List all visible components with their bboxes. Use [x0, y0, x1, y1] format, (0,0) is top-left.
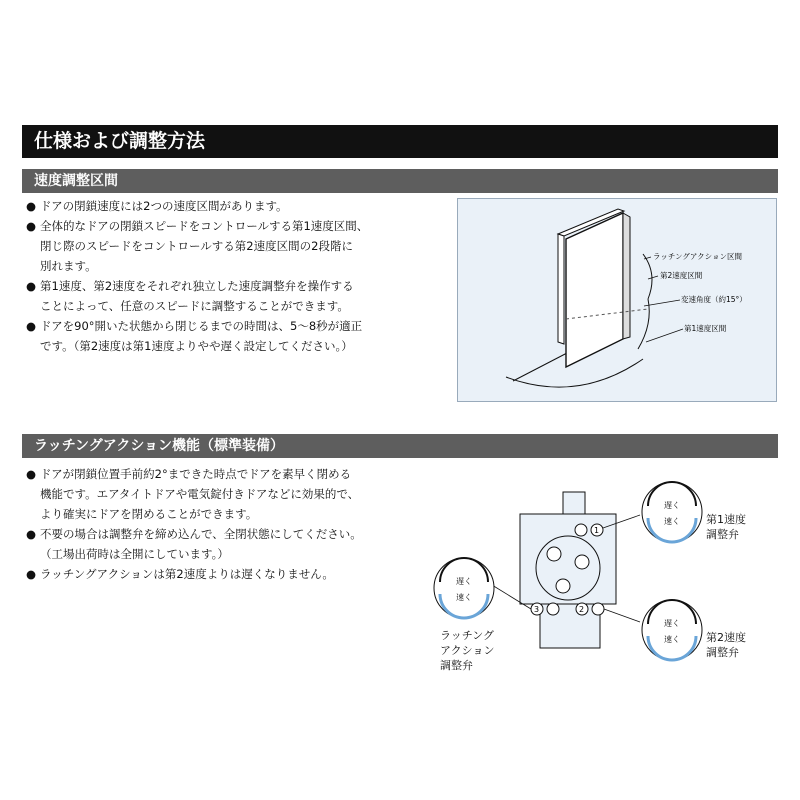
bullet-text: ドアが閉鎖位置手前約2°まできた時点でドアを素早く閉める 機能です。エアタイトドアや電気錠付きドアなどに効果的で、 より確実にドアを閉めることができます。: [40, 467, 360, 521]
bullet-text: ラッチングアクションは第2速度よりは遅くなりません。: [40, 567, 334, 581]
label-latching-zone: ラッチングアクション区間: [653, 252, 742, 261]
valve-1-number: 1: [594, 526, 600, 535]
label-speed1-zone: 第1速度区間: [684, 324, 727, 333]
dial-label-fast: 速く: [664, 517, 680, 526]
speed2-dial: [642, 600, 702, 660]
valve-1-cap-icon: [575, 524, 587, 536]
list-item: ● ドアの閉鎖速度には2つの速度区間があります。: [26, 199, 288, 213]
list-item: ● ラッチングアクションは第2速度よりは遅くなりません。: [26, 567, 334, 581]
list-item: ● 全体的なドアの閉鎖スピードをコントロールする第1速度区間、 閉じ際のスピードをコントロールする第2速度区間の2段階に 別れます。: [26, 219, 369, 273]
bullet-text: 全体的なドアの閉鎖スピードをコントロールする第1速度区間、 閉じ際のスピードをコントロールする第2速度区間の2段階に 別れます。: [40, 219, 369, 273]
speed2-valve-label: 第2速度 調整弁: [706, 631, 746, 659]
bullet-text: 不要の場合は調整弁を締め込んで、全閉状態にしてください。 （工場出荷時は全開にしています。）: [40, 527, 362, 561]
dial-label-slow: 遅く: [664, 501, 680, 510]
dial-label-fast: 速く: [456, 593, 472, 602]
door-speed-zone-figure: [457, 198, 777, 402]
latching-dial: [434, 558, 494, 618]
dial-label-fast: 速く: [664, 635, 680, 644]
door-diagram: [458, 199, 776, 401]
valve-2-screw-icon: [592, 603, 604, 615]
speed-adjustment-bullets: [26, 196, 446, 356]
bullet-text: ドアの閉鎖速度には2つの速度区間があります。: [40, 199, 288, 213]
dial-label-slow: 遅く: [456, 577, 472, 586]
valve-3-screw-icon: [547, 603, 559, 615]
page-title: 仕様および調整方法: [22, 125, 778, 158]
dial-label-slow: 遅く: [664, 619, 680, 628]
latching-action-bullets: [26, 464, 426, 584]
bullet-text: ドアを90°開いた状態から閉じるまでの時間は、5〜8秒が適正 です。（第2速度は第1速度よりやや遅く設定してください。）: [40, 319, 363, 353]
bullet-text: 第1速度、第2速度をそれぞれ独立した速度調整弁を操作する ことによって、任意のスピードに調整することができます。: [40, 279, 354, 313]
speed1-dial: [642, 482, 702, 542]
label-speed2-zone: 第2速度区間: [660, 271, 703, 280]
section-header-speed-adjustment: 速度調整区間: [22, 169, 778, 193]
list-item: ● ドアを90°開いた状態から閉じるまでの時間は、5〜8秒が適正 です。（第2速度は第1速度よりやや遅く設定してください。）: [26, 319, 363, 353]
valve-3-number: 3: [534, 605, 540, 614]
list-item: ● 第1速度、第2速度をそれぞれ独立した速度調整弁を操作する ことによって、任意のスピードに調整することができます。: [26, 279, 354, 313]
list-item: ● 不要の場合は調整弁を締め込んで、全閉状態にしてください。 （工場出荷時は全開にしています。）: [26, 527, 362, 561]
label-shift-angle: 変速角度（約15°）: [681, 295, 747, 304]
speed1-valve-label: 第1速度 調整弁: [706, 513, 746, 541]
list-item: ● ドアが閉鎖位置手前約2°まできた時点でドアを素早く閉める 機能です。エアタイトドアや電気錠付きドアなどに効果的で、 より確実にドアを閉めることができます。: [26, 467, 360, 521]
section-header-latching-action: ラッチングアクション機能（標準装備）: [22, 434, 778, 458]
valve-2-number: 2: [579, 605, 585, 614]
latching-valve-label: ラッチング アクション 調整弁: [440, 629, 495, 672]
